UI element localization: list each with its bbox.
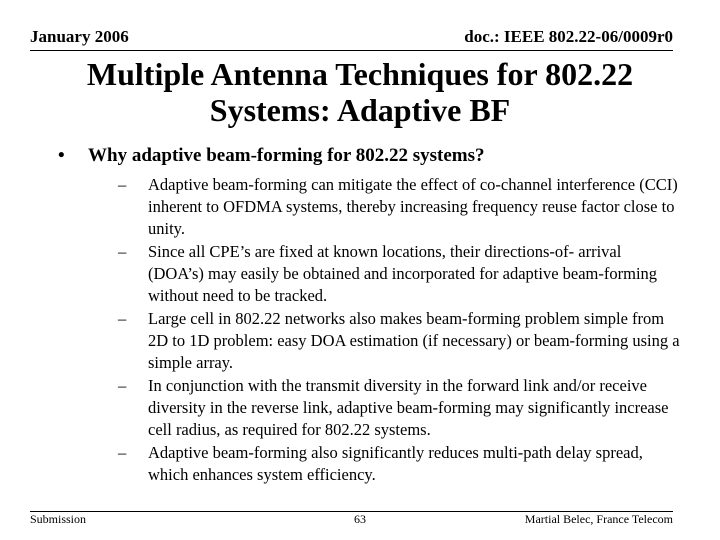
sub-bullet-list <box>118 174 680 486</box>
bullet-marker: • <box>58 145 65 166</box>
footer-submission: Submission <box>30 512 87 526</box>
sub-bullet-text: Since all CPE’s are fixed at known locations, their directions-of- arrival (DOA’s) may easily be obtained and incorporated for adaptive beam-forming without need to be tracked. <box>148 242 658 305</box>
footer-page-number: 63 <box>354 512 366 526</box>
sub-bullet-text: Adaptive beam-forming can mitigate the effect of co-channel interference (CCI) inherent to OFDMA systems, thereby increasing frequency reuse factor close to unity. <box>148 175 678 238</box>
header-date: January 2006 <box>30 27 129 46</box>
bullet-item <box>58 144 680 168</box>
slide-title-line-2: Systems: Adaptive BF <box>209 92 511 128</box>
slide-title-line-1: Multiple Antenna Techniques for 802.22 <box>86 56 634 92</box>
sub-bullet-text: In conjunction with the transmit diversity in the forward link and/or receive diversity in the reverse link, adaptive beam-forming may significantly increase cell radius, as required for 802.22 systems. <box>148 376 669 439</box>
footer-author: Martial Belec, France Telecom <box>524 512 673 526</box>
sub-bullet-item <box>118 375 680 441</box>
header-doc-id: doc.: IEEE 802.22-06/0009r0 <box>464 27 673 46</box>
slide-body <box>58 144 680 487</box>
sub-bullet-marker: – <box>118 175 127 194</box>
sub-bullet-item <box>118 308 680 374</box>
sub-bullet-text: Large cell in 802.22 networks also makes beam-forming problem simple from 2D to 1D problem: easy DOA estimation (if necessary) or beam-forming using a simple array. <box>148 309 680 372</box>
sub-bullet-marker: – <box>118 376 127 395</box>
slide-title <box>0 56 720 128</box>
sub-bullet-marker: – <box>118 443 127 462</box>
sub-bullet-marker: – <box>118 309 127 328</box>
sub-bullet-item <box>118 174 680 240</box>
bullet-text: Why adaptive beam-forming for 802.22 systems? <box>88 145 485 166</box>
sub-bullet-marker: – <box>118 242 127 261</box>
sub-bullet-text: Adaptive beam-forming also significantly reduces multi-path delay spread, which enhances system efficiency. <box>148 443 643 484</box>
sub-bullet-item <box>118 241 680 307</box>
header-divider <box>30 50 673 51</box>
sub-bullet-item <box>118 442 680 486</box>
